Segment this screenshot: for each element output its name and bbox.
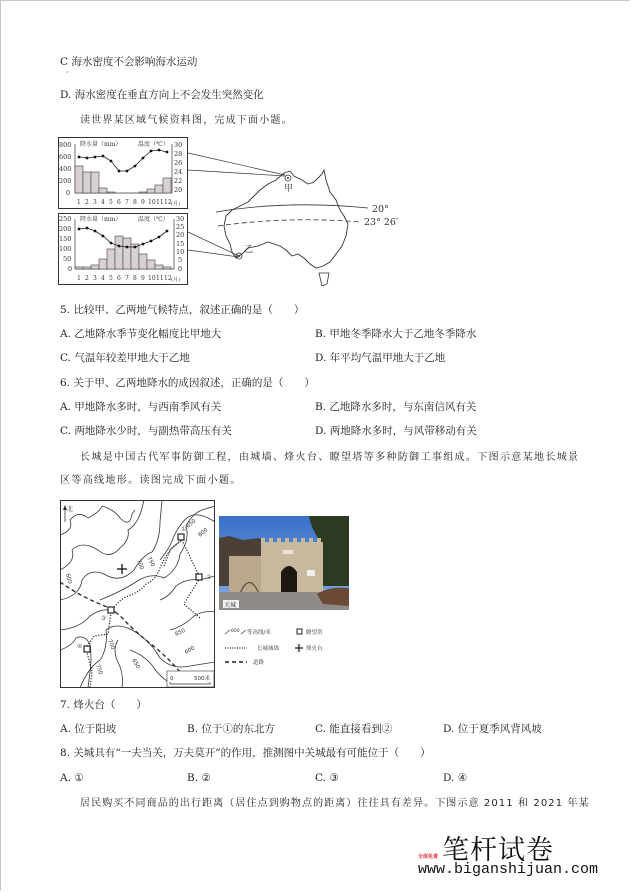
- watchtower-icon: [196, 574, 202, 580]
- svg-text:9: 9: [141, 275, 145, 282]
- q5-option-b[interactable]: B. 甲地冬季降水大于乙地冬季降水: [315, 328, 477, 340]
- svg-text:28: 28: [174, 150, 183, 158]
- svg-text:10: 10: [176, 248, 185, 256]
- svg-text:4: 4: [101, 275, 105, 282]
- pass-gate-photo: [219, 516, 349, 610]
- north-label: 北: [67, 506, 74, 513]
- q6-option-c[interactable]: C. 两地降水少时，与副热带高压有关: [60, 425, 232, 437]
- svg-text:0: 0: [68, 265, 73, 273]
- svg-text:5: 5: [109, 275, 113, 282]
- contour-map: [60, 500, 215, 688]
- legend-tower: 瞭望塔: [306, 630, 323, 636]
- svg-text:600: 600: [59, 153, 72, 161]
- q6-stem: 6. 关于甲、乙两地降水的成因叙述，正确的是（ ）: [60, 377, 315, 389]
- climate-chart-yi: [58, 213, 188, 285]
- contour-legend-icon: [225, 630, 230, 634]
- scale-500: 500米: [194, 676, 210, 682]
- svg-text:5: 5: [109, 199, 113, 206]
- svg-text:26: 26: [174, 159, 183, 167]
- svg-text:22: 22: [174, 177, 183, 185]
- point-jia-label: 甲: [284, 184, 294, 194]
- svg-text:250: 250: [59, 215, 72, 223]
- q8-option-b[interactable]: B. ②: [187, 772, 211, 784]
- svg-text:6: 6: [117, 199, 121, 206]
- svg-text:20: 20: [176, 231, 185, 239]
- photo-caption: 关城: [224, 602, 237, 609]
- watchtower-icon: [178, 534, 184, 540]
- svg-text:(月): (月): [171, 277, 180, 283]
- svg-text:降水量（mm）: 降水量（mm）: [80, 216, 122, 223]
- q5-stem: 5. 比较甲、乙两地气候特点，叙述正确的是（ ）: [60, 304, 305, 316]
- q8-option-a[interactable]: A. ①: [60, 772, 84, 784]
- watermark-title: 笔杆试卷: [442, 835, 554, 866]
- svg-text:7: 7: [125, 199, 129, 206]
- marker-3: ③: [101, 615, 107, 622]
- svg-text:400: 400: [59, 165, 72, 173]
- svg-text:0: 0: [66, 189, 71, 197]
- svg-text:2: 2: [85, 199, 89, 206]
- svg-text:8: 8: [133, 199, 137, 206]
- contour-label: 600: [184, 645, 197, 656]
- svg-text:25: 25: [176, 223, 185, 231]
- svg-text:2: 2: [85, 275, 89, 282]
- contour-label: 650: [185, 518, 198, 530]
- prev-option-c: C 海水密度不会影响海水运动: [60, 56, 198, 68]
- watchtower-icon: [84, 646, 90, 652]
- australia-map: [188, 140, 408, 290]
- q7-option-b[interactable]: B. 位于①的东北方: [187, 723, 275, 735]
- svg-text:20: 20: [174, 186, 183, 194]
- svg-text:5: 5: [178, 256, 183, 264]
- contour-label: 700: [135, 558, 145, 571]
- marker-2: ②: [206, 574, 212, 581]
- climate-chart-jia: [58, 137, 188, 209]
- wall-intro-line1: 长城是中国古代军事防御工程，由城墙、烽火台、瞭望塔等多种防御工事组成。下图示意某地长城景: [80, 452, 580, 463]
- q7-option-c[interactable]: C. 能直接看到②: [315, 723, 393, 735]
- beacon-legend-icon: [295, 644, 303, 652]
- svg-text:150: 150: [59, 235, 72, 243]
- q6-option-b[interactable]: B. 乙地降水多时，与东南信风有关: [315, 401, 477, 413]
- latitude-2326-label: 23° 26′: [364, 217, 399, 228]
- svg-text:12: 12: [164, 275, 172, 282]
- legend-wall: 长城城墙: [257, 646, 280, 652]
- svg-text:1: 1: [77, 199, 81, 206]
- contour-label: 650: [174, 627, 187, 638]
- shopping-intro: 居民购买不同商品的出行距离（居住点到购物点的距离）往往具有差异。下图示意 2011 和 2021 年某: [80, 798, 590, 809]
- marker-4: ④: [77, 643, 83, 650]
- contour-label: 700: [106, 638, 116, 651]
- q5-option-c[interactable]: C. 气温年较差甲地大于乙地: [60, 352, 190, 364]
- point-yi-label: 乙: [244, 245, 254, 255]
- svg-text:8: 8: [133, 275, 137, 282]
- svg-text:11: 11: [156, 275, 164, 282]
- marker-1: ①: [181, 526, 187, 533]
- q7-option-d[interactable]: D. 位于夏季风背风坡: [443, 723, 542, 735]
- watchtower-legend-icon: [297, 629, 302, 634]
- q6-option-d[interactable]: D. 两地降水多时，与风带移动有关: [315, 425, 477, 437]
- q7-stem: 7. 烽火台（ ）: [60, 699, 147, 711]
- q8-stem: 8. 关城具有“一夫当关，万夫莫开”的作用，推测图中关城最有可能位于（ ）: [60, 747, 431, 759]
- svg-text:11: 11: [156, 199, 164, 206]
- svg-text:50: 50: [63, 255, 72, 263]
- contour-label: 650: [130, 658, 141, 671]
- watermark-tag: 全部免费: [418, 854, 439, 860]
- svg-text:24: 24: [174, 168, 183, 176]
- wall-intro-line2: 区等高线地形。读图完成下面小题。: [60, 475, 242, 486]
- q5-option-a[interactable]: A. 乙地降水季节变化幅度比甲地大: [60, 328, 222, 340]
- legend-beacon: 烽火台: [306, 646, 323, 652]
- svg-text:15: 15: [176, 240, 185, 248]
- prev-option-d: D. 海水密度在垂直方向上不会发生突然变化: [60, 89, 264, 101]
- svg-text:3: 3: [93, 199, 97, 206]
- contour-label: 800: [197, 527, 210, 539]
- svg-text:6: 6: [117, 275, 121, 282]
- scale-zero: 0: [170, 676, 174, 682]
- svg-text:(月): (月): [171, 201, 180, 207]
- svg-text:100: 100: [59, 245, 72, 253]
- svg-text:0: 0: [178, 265, 183, 273]
- svg-text:降水量（mm）: 降水量（mm）: [80, 141, 122, 148]
- svg-text:30: 30: [176, 215, 185, 223]
- q6-option-a[interactable]: A. 甲地降水多时，与西南季风有关: [60, 401, 222, 413]
- q7-option-a[interactable]: A. 位于阳坡: [60, 723, 117, 735]
- svg-text:温度（℃）: 温度（℃）: [138, 141, 169, 148]
- contour-label: 750: [94, 663, 104, 676]
- climate-intro: 读世界某区域气候资料图，完成下面小题。: [80, 115, 293, 126]
- latitude-20-label: 20°: [372, 204, 389, 215]
- contour-label: 600: [64, 572, 73, 585]
- svg-text:温度（℃）: 温度（℃）: [138, 216, 169, 223]
- legend-contour: 等高线/米: [247, 630, 271, 636]
- q5-option-d[interactable]: D. 年平均气温甲地大于乙地: [315, 352, 446, 364]
- svg-text:3: 3: [93, 275, 97, 282]
- q8-option-c[interactable]: C. ③: [315, 772, 339, 784]
- dot-mark: ·: [66, 68, 69, 77]
- svg-text:800: 800: [59, 141, 72, 149]
- svg-text:12: 12: [164, 199, 172, 206]
- svg-text:1: 1: [77, 275, 81, 282]
- svg-text:10: 10: [148, 275, 156, 282]
- svg-text:7: 7: [125, 275, 129, 282]
- watchtower-icon: [108, 607, 114, 613]
- svg-text:600: 600: [231, 629, 240, 634]
- q8-option-d[interactable]: D. ④: [443, 772, 468, 784]
- contour-label: 750: [145, 556, 156, 569]
- svg-text:10: 10: [148, 199, 156, 206]
- svg-text:200: 200: [59, 225, 72, 233]
- legend-road: 道路: [253, 660, 265, 666]
- watermark-url[interactable]: www.biganshijuan.com: [418, 861, 599, 878]
- svg-text:4: 4: [101, 199, 105, 206]
- map-legend: [219, 620, 359, 672]
- svg-text:200: 200: [59, 177, 72, 185]
- svg-text:9: 9: [141, 199, 145, 206]
- svg-text:30: 30: [174, 141, 183, 149]
